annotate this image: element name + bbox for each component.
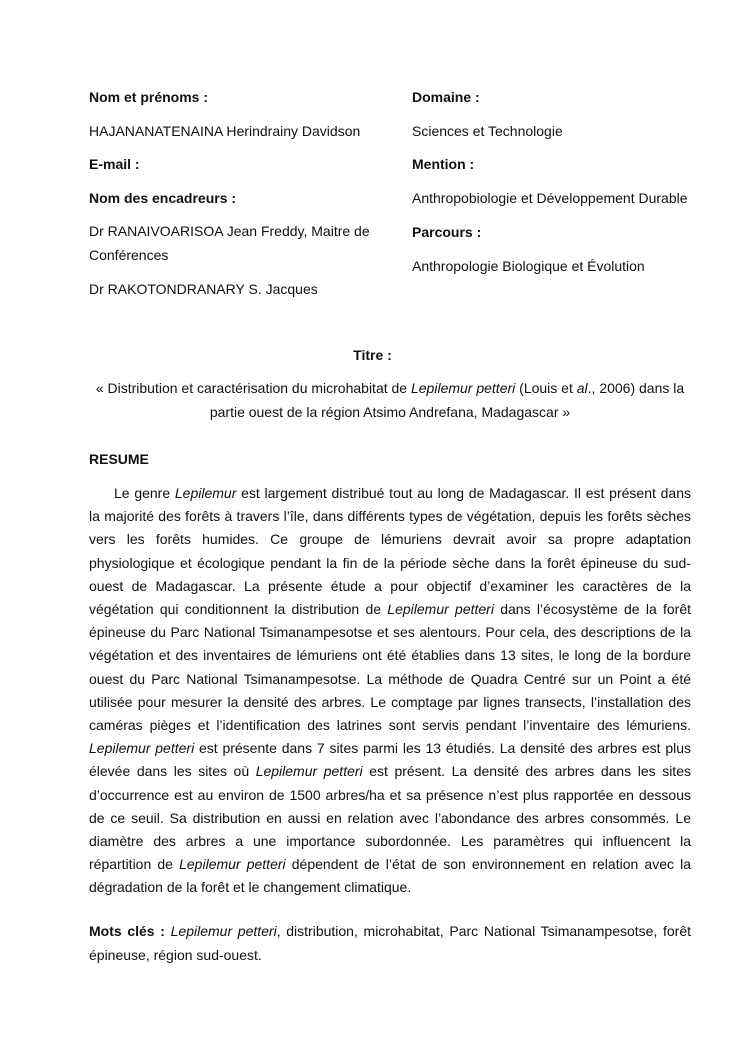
abstract-paragraph: [89, 482, 691, 900]
abstract-text: dépendent de l’état de son environnement en relation avec la dégradation de la forêt et le changement climatique.: [89, 856, 692, 896]
name-label: Nom et prénoms :: [89, 89, 209, 105]
abstract-genus: Lepilemur: [174, 485, 237, 501]
domain-label: Domaine :: [412, 89, 480, 105]
abstract-species: Lepilemur petteri: [387, 601, 494, 618]
title-species: Lepilemur petteri: [410, 380, 516, 396]
domain-value: Sciences et Technologie: [412, 123, 563, 139]
name-value: HAJANANATENAINA Herindrainy Davidson: [89, 123, 361, 139]
title-al: al: [576, 380, 588, 396]
abstract-species: Lepilemur petteri: [179, 856, 286, 873]
abstract-text: dans l’écosystème de la forêt épineuse du Parc National Tsimanampesotse et ses alentours. Pour cela, des descriptions de la végétation et des inventaires de lémuriens ont été établies dans 13 sites, le long de la bordure ouest du Parc National Tsimanampesotse. La méthode de Quadra Centré sur un Point a été utilisée pour mesurer la densité des arbres. Le comptage par lignes transects, l’installation des caméras pièges et l’identification des latrines sont servis pendant l’inventaire des lémuriens.: [89, 601, 691, 734]
abstract-species: Lepilemur petteri: [255, 763, 363, 780]
supervisor-1: Dr RANAIVOARISOA Jean Freddy, Maitre de Conférences: [89, 223, 370, 263]
supervisors-label: Nom des encadreurs :: [89, 190, 237, 206]
abstract-text: est présent. La densité des arbres dans les sites d’occurrence est au environ de 1500 arbres/ha et sa présence n’est plus rapportée en dessous de ce seuil. Sa distribution en aussi en relation avec l’abondance des arbres consommés. Le diamètre des arbres a une importance subordonnée. Les paramètres qui influencent la répartition de: [89, 763, 691, 873]
abstract-text: est largement distribué tout au long de Madagascar. Il est présent dans la majorité des forêts à travers l’île, dans différents types de végétation, depuis les forêts sèches vers les forêts humides. Ce groupe de lémuriens devrait avoir sa propre adaptation physiologique et écologique pendant la fin de la période sèche dans la forêt épineuse du sud-ouest de Madagascar. La présente étude a pour objectif d’examiner les caractères de la végétation qui conditionnent la distribution de: [89, 485, 691, 618]
resume-heading: RESUME: [89, 451, 149, 467]
keywords-label: Mots clés :: [89, 923, 165, 939]
title-part-3: ., 2006) dans la partie ouest de la région Atsimo Andrefana, Madagascar »: [209, 380, 685, 420]
keywords-list: , distribution, microhabitat, Parc National Tsimanampesotse, forêt épineuse, région sud-ouest.: [89, 923, 692, 963]
abstract-text: Le genre: [114, 485, 175, 501]
mention-value: Anthropobiologie et Développement Durable: [412, 190, 688, 206]
supervisor-2: Dr RAKOTONDRANARY S. Jacques: [89, 281, 318, 297]
keywords-paragraph: [89, 919, 691, 967]
abstract-text: est présente dans 7 sites parmi les 13 étudiés. La densité des arbres est plus élevée dans les sites où: [89, 740, 691, 780]
title-part-1: « Distribution et caractérisation du microhabitat de: [95, 380, 411, 396]
thesis-title: [89, 376, 691, 424]
mention-label: Mention :: [412, 156, 475, 172]
abstract-species: Lepilemur petteri: [89, 740, 195, 757]
email-label: E-mail :: [89, 156, 140, 172]
keywords-species: Lepilemur petteri: [170, 923, 277, 939]
title-label: Titre :: [353, 347, 392, 363]
title-part-2: (Louis et: [515, 380, 577, 396]
track-value: Anthropologie Biologique et Évolution: [412, 258, 645, 274]
track-label: Parcours :: [412, 224, 482, 240]
